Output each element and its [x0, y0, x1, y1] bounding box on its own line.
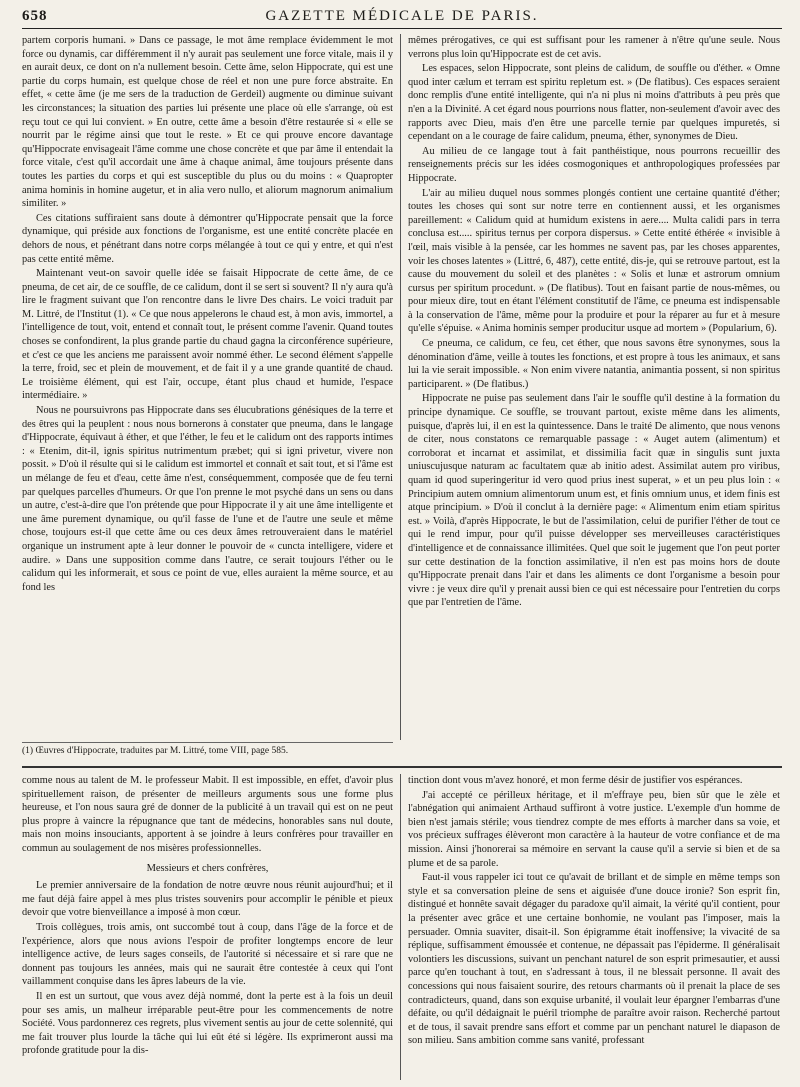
column-3 [22, 774, 393, 1080]
section-divider [22, 766, 782, 768]
paragraph: Hippocrate ne puise pas seulement dans l'air le souffle qu'il destine à la formation du principe dynamique. Ce souffle, se trouvant partout, existe même dans les aliments, puisque, d'après lui, il en est la quintessence. Dans le traité De alimento, que nous venons de citer, nous constatons ce remarquable passage : « Auget autem (alimentum) et corroborat et incarnat et assimilat, et dissimilia facit quæ in singulis sunt juxta uniuscujusque naturam ac facultatem quæ ab initio adest. Assimilat autem pro viribus, quam id quod superingeritur id vero quod prius inest superat, » et un peu plus loin : « Principium autem omnium alimentorum unum est, et finis omnium unus, et idem finis est atque principium. » D'où il conclut à la dernière page: « Alimentum enim etiam spiritus est. » Voilà, d'après Hippocrate, le but de l'assimilation, celui de purifier l'éther de tout ce qui le rend impur, pour qu'il puisse développer ses merveilleuses caractéristiques d'intelligence et de connaissance illimitées. Quel que soit le jugement que l'on peut porter sur cette destination de la fonction assimilative, il n'en est pas moins hors de doute qu'Hippocrate prenait dans l'air et dans les aliments ce dont l'organisme a besoin pour vivre : je veux dire qu'il y prenait aussi bien ce qui est nécessaire pour l'entretien du corps que par l'entretien de l'âme. [408, 393, 780, 609]
paragraph: Faut-il vous rappeler ici tout ce qu'avait de brillant et de simple en même temps son style et sa conversation pleine de sens et aiguisée d'une douce ironie? Son esprit fin, distingué et honnête savait dégager du paradoxe qu'il aimait, la vérité qu'il contient, pour la présenter avec grâce et une certaine bonhomie, ne voulant pas l'imposer, mais la persuader. Omnia suaviter, disait-il. Son épigramme était inoffensive; la vivacité de sa réplique, suffisamment émoussée et contenue, ne dépassait pas l'épiderme. Il généralisait volontiers les discussions, suivant un penchant naturel de son esprit primesautier, et aussi parce qu'en touchant à tout, en s'adressant à tous, il ne blessait personne. Il avait des concessions qui nous faisaient sourire, des retours charmants où il prenait la place de ses contradicteurs, quand, dans son exquise urbanité, il voulait leur épargner l'embarras d'une défaite, ou qu'il dédaignait le puéril triomphe de paraître avoir raison. Recherché partout et de tous, il savait prendre sans effort et comme par un penchant naturel le diapason de son milieu. Sans ambition comme sans vanité, professant [408, 872, 780, 1047]
paragraph: comme nous au talent de M. le professeur Mabit. Il est impossible, en effet, d'avoir plus spirituellement raison, de présenter de meilleurs arguments sous une forme plus heureuse, et l'on nous saura gré de donner de la publicité à un travail qui est on ne peut plus propre à vaincre la répugnance que tant de médecins, honorables sans nul doute, mais non moins insouciants, apportent à se joindre à leurs confrères pour travailler en commun au soulagement de nos misères professionnelles. [22, 775, 393, 854]
paragraph: partem corporis humani. » Dans ce passage, le mot âme remplace évidemment le mot force ou dynamis, car différemment il n'y aurait pas seulement une force vitale, mais il y en aurait deux, ce dont on n'a nullement besoin. Cette âme, selon Hippocrate, qui est une partie du corps humain, est quelque chose de réel et non une pure force abstraite. En effet, « cette âme (je me sers de la traduction de Gerdeil) augmente ou diminue suivant les circonstances; la situation des parties lui présente une place où elle s'arrange, où est reçu tout ce qui lui convient. » En outre, cette âme a besoin d'être restaurée si « elle se nourrit par le régime ainsi que tout le reste. » Et ce qui prouve encore davantage qu'Hippocrate envisageait l'âme comme une chose concrète et que par âme il entendait la force vitale, c'est qu'il accordait une âme à chaque animal, âme toujours présente dans toutes les parties du corps et qui est susceptible du plus ou du moins : « Quapropter anima hominis in homine augetur, et in alia vero nullo, et aliorum magnorum animalium similiter. » [22, 35, 393, 210]
column-divider [400, 774, 401, 1080]
paragraph: Ces citations suffiraient sans doute à démontrer qu'Hippocrate pensait que la force dynamique, qui préside aux fonctions de l'organisme, est une entité concrète placée en dehors de nous, et pénétrant dans notre corps mélangée à tout ce qui y entre, et qui n'est pas cette entité même. [22, 212, 393, 265]
paragraph: J'ai accepté ce périlleux héritage, et il m'effraye peu, bien sûr que le zèle et l'abnégation qui animaient Arthaud suffiront à votre justice. L'exemple d'un homme de bien n'est jamais stérile; vous tiendrez compte de mes efforts à marcher dans sa voie, et vos précieux suffrages élèveront mon caractère à la hauteur de votre confiance et de ma mission. Ainsi j'honorerai sa mémoire en servant la cause qu'il a servie si bien et de sa plume et de sa parole. [408, 789, 780, 869]
salutation-heading: Messieurs et chers confrères, [146, 862, 269, 874]
journal-title: GAZETTE MÉDICALE DE PARIS. [265, 8, 539, 24]
paragraph: Ce pneuma, ce calidum, ce feu, cet éther, que nous savons être synonymes, sous la dénomination d'âme, veille à toutes les fonctions, et est propre à tous les animaux, et sans lui la vie serait impossible. « Non enim vivere natantia, animantia possent, si non spiritus participarent. » (De flatibus.) [408, 338, 780, 390]
paragraph: Il en est un surtout, que vous avez déjà nommé, dont la perte est à la fois un deuil pour ses amis, un malheur irréparable peut-être pour les commencements de notre Société. Vous pardonnerez ces regrets, plus vivement sentis au jour de cette solennité, qui me fait trouver plus lourde la tâche qui lui eût été si légère. Ils exprimeront aussi ma profonde gratitude pour la dis- [22, 990, 393, 1057]
paragraph: Au milieu de ce langage tout à fait panthéistique, nous pourrons recueillir des renseignements précis sur les idées cosmogoniques et anthropologiques professées par Hippocrate. [408, 145, 780, 184]
page-header [22, 6, 782, 29]
paragraph: Les espaces, selon Hippocrate, sont pleins de calidum, de souffle ou d'éther. « Omne quod inter cælum et terram est spiritu repletum est. » (De flatibus). Ces espaces seraient donc remplis d'une entité intelligente, qui n'a ni plus ni moins d'attributs à peu près que n'en a la Divinité. A cet égard nous pourrions nous flatter, non-seulement d'avoir avec des rapports avec Dieu, mais d'en être une parcelle ternie par quelques impuretés, si cependant on a le courage de faire calidum, pneuma, éther, synonymes de Dieu. [408, 63, 780, 143]
paragraph: tinction dont vous m'avez honoré, et mon ferme désir de justifier vos espérances. [408, 775, 743, 786]
paragraph: Trois collègues, trois amis, ont succombé tout à coup, dans l'âge de la force et de l'expérience, alors que nous avions l'espoir de profiter longtemps encore de leur intelligence active, de leurs sages conseils, de l'autorité si nécessaire et si rare que ne donnent pas toujours les années, mais qui ne saurait être contestée à ceux qui l'ont vaillamment conquise dans les âpres labeurs de la vie. [22, 921, 393, 988]
paragraph: L'air au milieu duquel nous sommes plongés contient une certaine quantité d'éther; toutes les choses qui sont sur notre terre en contiennent aussi, et les organismes pareillement: « Calidum quid at humidum existens in aere.... Multa calidi pars in terra conclusa est..... spiritus ternus per corpora dispersus. » Cette entité éthérée « invisible à l'œil, mais visible à la pensée, car les hommes ne savent pas, par les choses apparentes, voir les choses latentes » (Littré, 6, 487), cette entité, dis-je, qui se retrouve partout, est la cause du mouvement du soleil et des planètes : « Solis et lunæ et astrorum omnium cursus per spiritum procedunt. » (De flatibus). Tout en faisant partie de nous-mêmes, ou pour mieux dire, tout en étant l'élément constitutif de l'âme, ce pneuma est indispensable à la conservation de l'âme, même pour la produire et pour la réparer au fur et à mesure qu'elle s'épuise. « Anima hominis semper producitur usque ad mortem » (Popularium, 6). [408, 187, 780, 335]
page-number: 658 [22, 8, 48, 24]
column-divider [400, 34, 401, 740]
paragraph: Le premier anniversaire de la fondation de notre œuvre nous réunit aujourd'hui; et il me faut déjà faire appel à mes plus tristes souvenirs pour accomplir le pénible et pieux devoir que votre bienveillance a imposé à mon cœur. [22, 880, 393, 919]
column-2 [408, 34, 780, 740]
footnote: (1) Œuvres d'Hippocrate, traduites par M. Littré, tome VIII, page 585. [22, 742, 393, 763]
column-4 [408, 774, 780, 1080]
paragraph: Nous ne poursuivrons pas Hippocrate dans ses élucubrations génésiques de la terre et des êtres qui la peuplent : nous nous bornerons à constater que pneuma, dans le langage d'Hippocrate, équivaut à éther, et que l'éther, le feu et le calidum ont des rapports intimes : « Etenim, dit-il, ignis spiritus nutrimentum præbet; qui si igni privetur, vivere non possit. » D'où il résulte qui si le calidum est immortel et connaît et sait tout, et si l'âme est un mélange de feu et d'eau, cette âme n'est, conséquemment, composée que de feu terni par quelques parcelles d'humeurs. Or que l'on prenne le mot psyché dans un sens ou dans un autre, c'est-à-dire que l'on prétende que pour Hippocrate il y ait une âme intelligente et une âme purement dynamique, ou qu'il fasse de l'une et de l'autre une seule et même chose, toujours est-il que cette âme ou ces deux âmes retrouveraient dans le matériel organique un instrument apte à leur donner le pouvoir de « cuncta intelligere, videre et audire. » Dans une supposition comme dans l'autre, ce serait toujours l'éther ou le calidum qui les informerait, et sous ce point de vue, elles auraient la même source, et au fond les [22, 405, 393, 593]
paragraph: mêmes prérogatives, ce qui est suffisant pour les ramener à n'être qu'une seule. Nous verrons plus loin qu'Hippocrate est de cet avis. [408, 35, 780, 60]
paragraph: Maintenant veut-on savoir quelle idée se faisait Hippocrate de cette âme, de ce pneuma, de cet air, de ce souffle, de ce calidum, dont il se sert si souvent? Il n'y aura qu'à lire le fragment suivant que l'on rencontre dans le livre Des chairs. Le voici traduit par M. Littré, de l'Institut (1). « Ce que nous appelerons le chaud est, à mon avis, immortel, a l'intelligence de tout, voit, entend et connaît tout, le présent comme l'avenir. Quand toutes choses se confondirent, la plus grande partie du chaud gagna la circonférence supérieure, et c'est ce que les anciens me paraissent avoir nommé éther. Le second élément s'appelle la terre, froid, sec et plein de mouvement, et de fait il y a une grande quantité de chaud. Le troisième élément, qui est l'air, occupe, étant plus chaud et humide, l'espace intermédiaire. » [22, 268, 393, 402]
column-1 [22, 34, 393, 738]
